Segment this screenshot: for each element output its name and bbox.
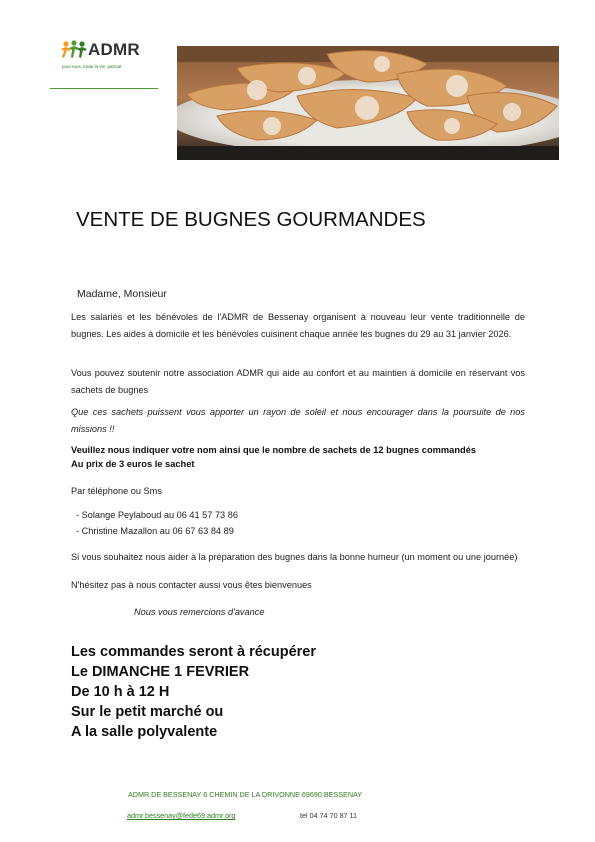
welcome-line: N'hésitez pas à nous contacter aussi vous êtes bienvenues	[71, 580, 312, 590]
footer-address: ADMR DE BESSENAY 6 CHEMIN DE LA DRIVONNE 69690 BESSENAY	[128, 790, 363, 799]
footer-email-link[interactable]: admr.bessenay@fede69.admr.org	[127, 811, 236, 820]
bugnes-photo	[177, 46, 559, 160]
intro-paragraph: Les salariés et les bénévoles de l'ADMR de Bessenay organisent à nouveau leur vente traditionnelle de bugnes. Les aides à domicile et les bénévoles cuisinent chaque année les bugnes du 29 au 31 janvier 2026.	[71, 312, 525, 339]
contact-item: - Solange Peylaboud au 06 41 57 73 86	[76, 510, 238, 520]
pickup-line: Les commandes seront à récupérer	[71, 644, 316, 660]
contact-item: - Christine Mazallon au 06 67 63 84 89	[76, 526, 234, 536]
pickup-line: Sur le petit marché ou	[71, 704, 224, 720]
thanks-line: Nous vous remercions d'avance	[134, 607, 265, 617]
logo-brand-text: ADMR	[88, 40, 140, 59]
contact-intro: Par téléphone ou Sms	[71, 486, 162, 496]
price-line: Au prix de 3 euros le sachet	[71, 459, 195, 469]
footer-phone: tel 04 74 70 87 11	[300, 811, 358, 820]
salutation: Madame, Monsieur	[77, 288, 167, 300]
page-title: VENTE DE BUGNES GOURMANDES	[76, 208, 426, 231]
order-instruction: Veuillez nous indiquer votre nom ainsi que le nombre de sachets de 12 bugnes commandés	[71, 445, 477, 455]
logo-divider	[50, 88, 158, 89]
pickup-line: Le DIMANCHE 1 FEVRIER	[71, 664, 250, 680]
pickup-line: A la salle polyvalente	[71, 724, 218, 740]
help-paragraph: Si vous souhaitez nous aider à la préparation des bugnes dans la bonne humeur (un moment ou une journée)	[71, 552, 518, 562]
admr-logo	[58, 36, 153, 74]
admr-people-icon	[60, 40, 88, 62]
pickup-line: De 10 h à 12 H	[71, 684, 170, 700]
logo-tagline: pour tous, toute la vie, partout	[62, 64, 122, 69]
support-paragraph: Vous pouvez soutenir notre association ADMR qui aide au confort et au maintien à domicile en réservant vos sachets de bugnes	[71, 368, 525, 395]
wish-paragraph: Que ces sachets puissent vous apporter un rayon de soleil et nous encourager dans la poursuite de nos missions !!	[71, 407, 525, 434]
